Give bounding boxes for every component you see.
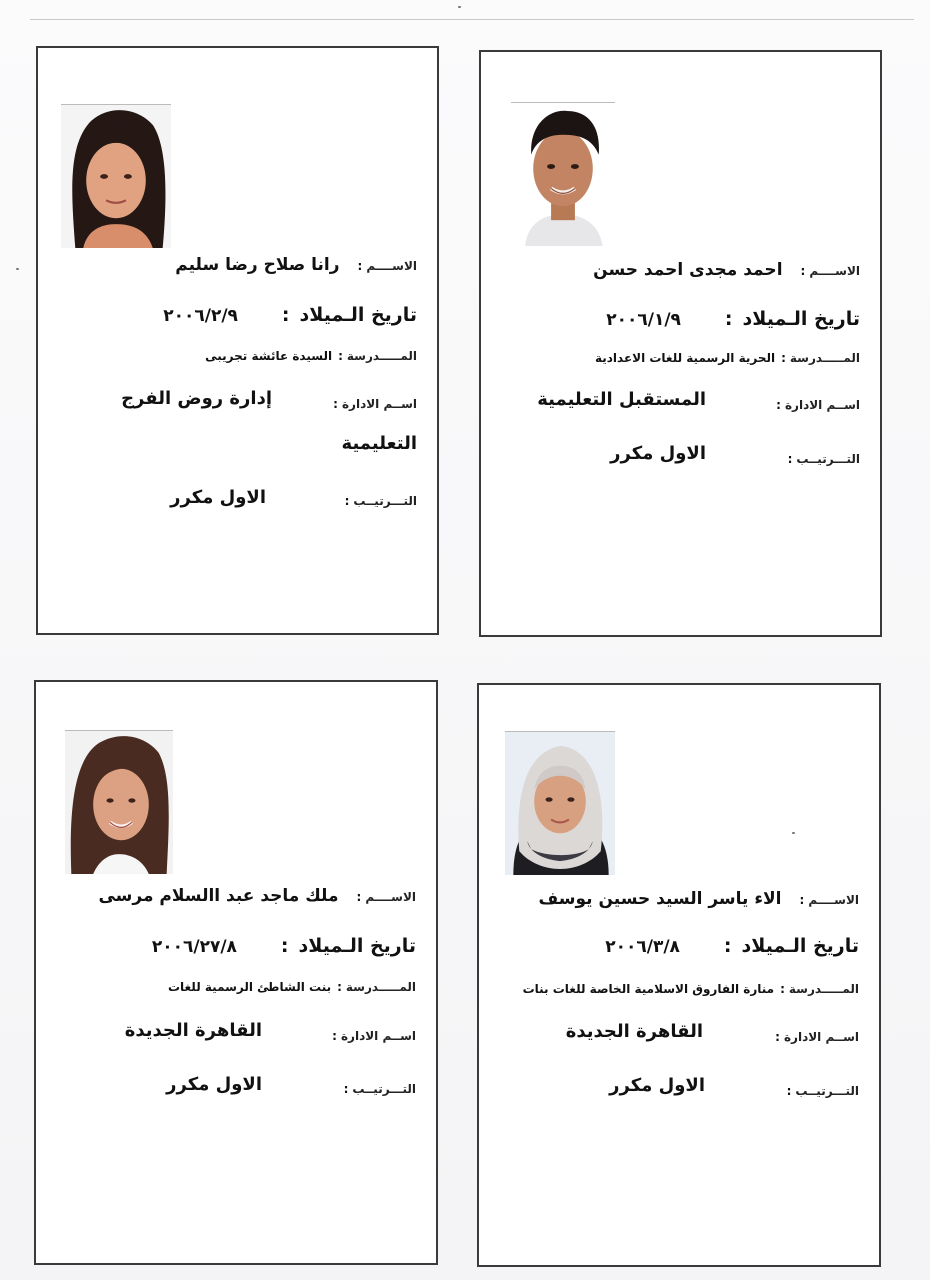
student-photo [505,731,615,875]
separator: : [799,893,805,907]
student-name: رانا صلاح رضا سليم [175,255,340,275]
birth-label: تاريخ الـميلاد [298,935,416,957]
rank-value: الاول مكرر [166,1074,262,1095]
school-name: منارة الفاروق الاسلامية الخاصة للغات بنات [522,982,775,996]
separator: : [724,308,733,330]
separator: : [280,935,289,957]
scan-speck [458,6,461,8]
separator: : [800,264,806,278]
school-name: بنت الشاطئ الرسمية للغات [167,980,332,994]
name-row [175,255,417,275]
portrait-boy-icon [511,103,615,246]
birth-row [606,308,860,330]
scan-speck [16,268,19,270]
separator: : [337,980,342,994]
student-name: ملك ماجد عبد االسلام مرسى [98,886,339,906]
top-rule [30,19,914,20]
rank-label: التـــرتيــب [795,1084,859,1098]
rank-row [340,1082,416,1096]
separator: : [776,398,781,412]
birth-date: ٢٠٠٦/٣/٨ [605,937,680,957]
school-name: الحرية الرسمية للغات الاعدادية [594,351,776,365]
school-label: المـــــدرسة [345,980,416,994]
school-row [168,980,416,994]
admin-label: اســم الادارة [341,397,417,411]
admin-name: إدارة روض الفرج [121,388,272,409]
name-row [98,886,416,906]
admin-name-line2: التعليمية [341,433,417,454]
student-card-alaa [477,683,881,1267]
separator: : [787,452,793,466]
scan-speck [792,832,795,834]
rank-value: الاول مكرر [609,1075,705,1096]
student-name: الاء ياسر السيد حسين يوسف [538,889,782,909]
name-row [539,889,859,909]
portrait-girl-icon [61,105,171,248]
separator: : [780,982,785,996]
rank-label: التـــرتيــب [353,494,417,508]
birth-label: تاريخ الـميلاد [299,304,417,326]
rank-row [783,1084,859,1098]
admin-name: القاهرة الجديدة [565,1021,703,1042]
separator: : [775,1030,780,1044]
student-card-ahmed [479,50,882,637]
student-photo [511,102,615,246]
birth-row [605,935,859,957]
admin-name: القاهرة الجديدة [124,1020,262,1041]
rank-label: التـــرتيــب [352,1082,416,1096]
school-label: المـــــدرسة [346,349,417,363]
birth-date: ٢٠٠٦/٢/٩ [163,306,238,326]
school-row [205,349,417,363]
separator: : [343,1082,349,1096]
rank-value: الاول مكرر [610,443,706,464]
school-name: السيدة عائشة تجريبى [205,349,333,363]
student-card-malak [34,680,438,1265]
separator: : [357,259,363,273]
rank-label: التـــرتيــب [796,452,860,466]
portrait-girl-long-hair-icon [65,731,173,874]
portrait-hijab-icon [505,732,615,875]
separator: : [281,304,290,326]
separator: : [338,349,343,363]
name-label: الاســــم [365,890,416,904]
admin-row [772,398,860,412]
separator: : [781,351,786,365]
separator: : [786,1084,792,1098]
birth-row [152,935,416,957]
name-label: الاســــم [809,264,860,278]
school-label: المـــــدرسة [788,982,859,996]
birth-row [163,304,417,326]
name-label: الاســــم [366,259,417,273]
separator: : [723,935,732,957]
admin-name: المستقبل التعليمية [537,389,706,410]
admin-row [328,1029,416,1043]
school-label: المـــــدرسة [789,351,860,365]
student-name: احمد مجدى احمد حسن [593,260,783,280]
birth-label: تاريخ الـميلاد [742,308,860,330]
school-row [523,982,859,996]
rank-row [784,452,860,466]
rank-value: الاول مكرر [170,487,266,508]
birth-date: ٢٠٠٦/٢٧/٨ [151,937,237,957]
name-row [593,260,860,280]
rank-row [341,494,417,508]
admin-label: اســم الادارة [783,1030,859,1044]
school-row [595,351,860,365]
student-photo [65,730,173,874]
separator: : [332,1029,337,1043]
admin-row [329,397,417,411]
name-label: الاســــم [808,893,859,907]
separator: : [344,494,350,508]
birth-date: ٢٠٠٦/١/٩ [606,310,681,330]
student-card-rana [36,46,439,635]
separator: : [333,397,338,411]
admin-label: اســم الادارة [340,1029,416,1043]
birth-label: تاريخ الـميلاد [741,935,859,957]
admin-row [771,1030,859,1044]
admin-label: اســم الادارة [784,398,860,412]
student-photo [61,104,171,248]
separator: : [356,890,362,904]
